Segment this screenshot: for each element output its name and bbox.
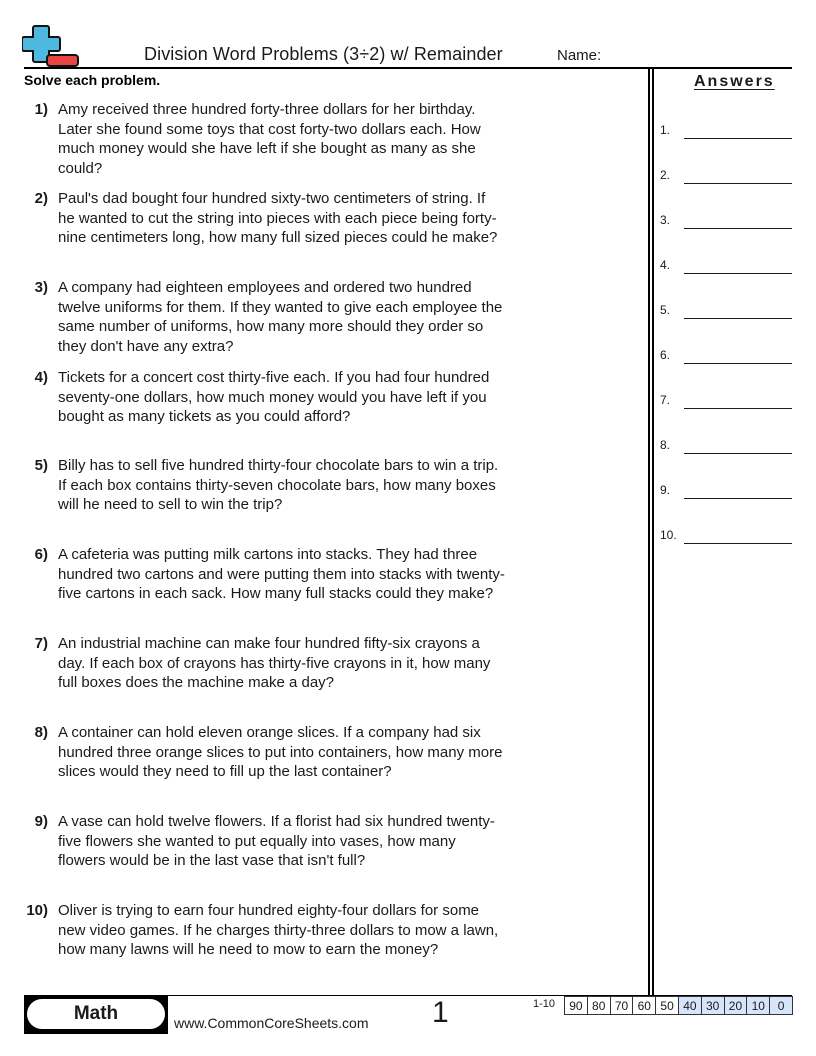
answer-field[interactable] bbox=[660, 254, 792, 274]
problem-text: A company had eighteen employees and ordered two hundred twelve uniforms for them. If they wanted to give each employee the same number of uniforms, how many more should they order so they don't have any extra? bbox=[58, 279, 503, 355]
answer-number: 10. bbox=[660, 528, 677, 542]
answer-blank-line[interactable] bbox=[684, 273, 792, 274]
answer-field[interactable] bbox=[660, 119, 792, 139]
plus-minus-logo-icon bbox=[22, 24, 80, 68]
name-label: Name: bbox=[557, 47, 602, 64]
answer-number: 2. bbox=[660, 168, 671, 182]
website-link[interactable]: www.CommonCoreSheets.com bbox=[174, 1015, 369, 1031]
problem-text: Tickets for a concert cost thirty-five each. If you had four hundred seventy-one dollars, how much money would you have left if you bought as many tickets as you could afford? bbox=[58, 369, 490, 425]
problem-number: 2) bbox=[34, 190, 48, 207]
score-table bbox=[564, 996, 793, 1015]
score-cell: 70 bbox=[610, 997, 633, 1014]
answer-number: 1. bbox=[660, 123, 671, 137]
problem-number: 6) bbox=[34, 546, 48, 563]
answer-number: 8. bbox=[660, 438, 671, 452]
column-divider bbox=[648, 69, 650, 996]
answer-blank-line[interactable] bbox=[684, 138, 792, 139]
column-divider bbox=[652, 69, 654, 996]
answer-number: 3. bbox=[660, 213, 671, 227]
answer-field[interactable] bbox=[660, 524, 792, 544]
score-cell: 40 bbox=[678, 997, 701, 1014]
answer-blank-line[interactable] bbox=[684, 453, 792, 454]
problem-number: 4) bbox=[34, 369, 48, 386]
score-cell: 80 bbox=[587, 997, 610, 1014]
problem-text: Paul's dad bought four hundred sixty-two centimeters of string. If he wanted to cut the string into pieces with each piece being forty-nine centimeters long, how many full sized pieces could he make? bbox=[58, 190, 498, 246]
problem-text: Oliver is trying to earn four hundred eighty-four dollars for some new video games. If he charges thirty-three dollars to mow a lawn, how many lawns will he need to mow to earn the money? bbox=[58, 902, 499, 958]
page-number: 1 bbox=[432, 996, 449, 1029]
answer-blank-line[interactable] bbox=[684, 408, 792, 409]
problem-text: A vase can hold twelve flowers. If a florist had six hundred twenty-five flowers she wanted to put equally into vases, how many flowers would be in the last vase that isn't full? bbox=[58, 813, 495, 869]
problem-number: 5) bbox=[34, 457, 48, 474]
problem-text: An industrial machine can make four hundred fifty-six crayons a day. If each box of crayons has thirty-five crayons in it, how many full boxes does the machine make a day? bbox=[58, 635, 491, 691]
score-cell: 0 bbox=[769, 997, 792, 1014]
problem-number: 1) bbox=[34, 101, 48, 118]
problem-text: A container can hold eleven orange slices. If a company had six hundred three orange slices to put into containers, how many more slices would they need to fill up the last container? bbox=[58, 724, 503, 780]
problem-text: A cafeteria was putting milk cartons into stacks. They had three hundred two cartons and were putting them into stacks with twenty-five cartons in each sack. How many full stacks could they make? bbox=[58, 546, 505, 602]
problem-text: Amy received three hundred forty-three dollars for her birthday. Later she found some toys that cost forty-two dollars each. How much money would she have left if she bought as many as she could? bbox=[58, 101, 481, 177]
answer-number: 9. bbox=[660, 483, 671, 497]
score-cell: 30 bbox=[701, 997, 724, 1014]
answer-blank-line[interactable] bbox=[684, 498, 792, 499]
answers-heading: Answers bbox=[694, 73, 775, 90]
answer-field[interactable] bbox=[660, 434, 792, 454]
subject-badge bbox=[24, 996, 168, 1034]
score-cell: 20 bbox=[724, 997, 747, 1014]
instructions: Solve each problem. bbox=[24, 72, 161, 88]
answer-field[interactable] bbox=[660, 209, 792, 229]
header-divider bbox=[24, 67, 792, 69]
answer-number: 4. bbox=[660, 258, 671, 272]
score-cell: 60 bbox=[632, 997, 655, 1014]
answer-field[interactable] bbox=[660, 344, 792, 364]
score-range-label: 1-10 bbox=[533, 998, 556, 1010]
problem-number: 7) bbox=[34, 635, 48, 652]
worksheet-title: Division Word Problems (3÷2) w/ Remainder bbox=[144, 44, 503, 64]
answer-blank-line[interactable] bbox=[684, 318, 792, 319]
answer-blank-line[interactable] bbox=[684, 363, 792, 364]
answer-number: 6. bbox=[660, 348, 671, 362]
answer-blank-line[interactable] bbox=[684, 543, 792, 544]
answer-field[interactable] bbox=[660, 299, 792, 319]
answer-field[interactable] bbox=[660, 479, 792, 499]
answer-number: 5. bbox=[660, 303, 671, 317]
problem-number: 8) bbox=[34, 724, 48, 741]
problem-number: 10) bbox=[26, 902, 48, 919]
score-cell: 90 bbox=[564, 997, 587, 1014]
problem-number: 3) bbox=[34, 279, 48, 296]
answer-blank-line[interactable] bbox=[684, 228, 792, 229]
problem-text: Billy has to sell five hundred thirty-four chocolate bars to win a trip. If each box contains thirty-seven chocolate bars, how many boxes will he need to sell to win the trip? bbox=[58, 457, 499, 513]
score-cell: 10 bbox=[746, 997, 769, 1014]
answer-number: 7. bbox=[660, 393, 671, 407]
answer-field[interactable] bbox=[660, 389, 792, 409]
problem-number: 9) bbox=[34, 813, 48, 830]
subject-label: Math bbox=[27, 999, 165, 1029]
answer-field[interactable] bbox=[660, 164, 792, 184]
answer-blank-line[interactable] bbox=[684, 183, 792, 184]
score-cell: 50 bbox=[655, 997, 678, 1014]
